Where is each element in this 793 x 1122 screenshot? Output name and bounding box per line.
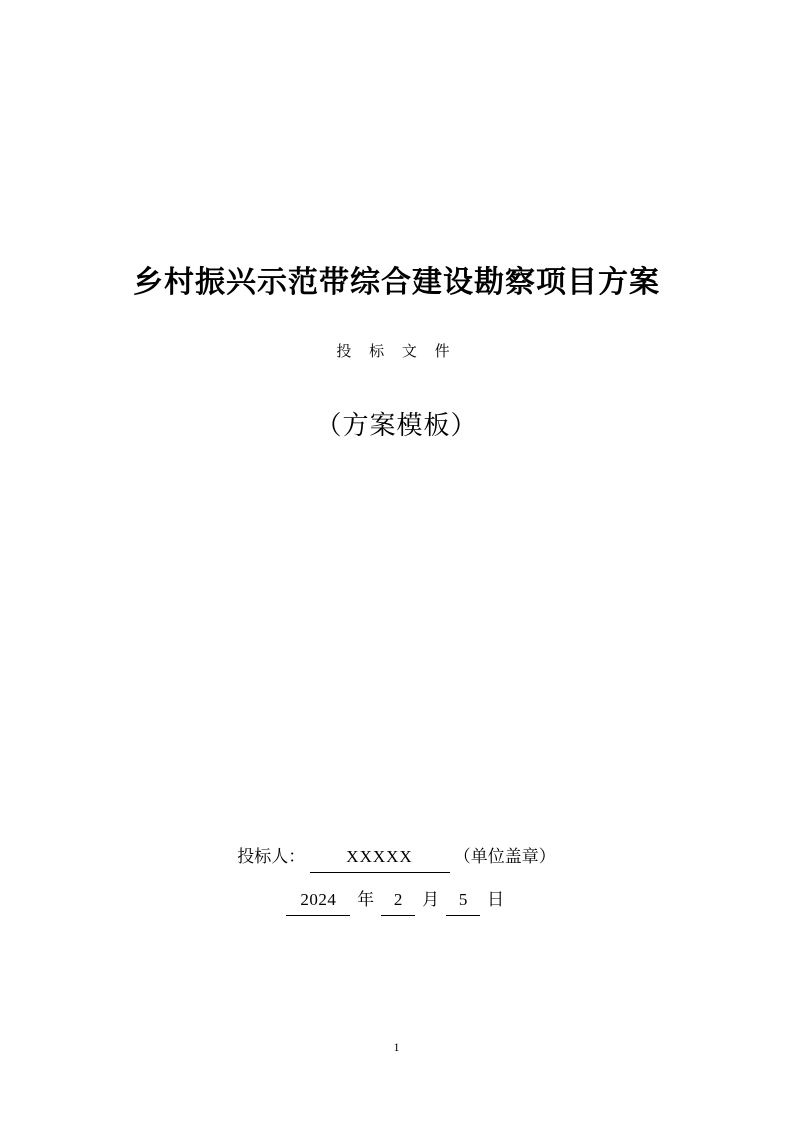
bidder-row (0, 842, 793, 873)
date-day-field[interactable]: 5 (446, 885, 480, 916)
page-number: 1 (393, 1040, 400, 1054)
footer (0, 1040, 793, 1055)
date-month-field[interactable]: 2 (381, 885, 415, 916)
document-template-label: （方案模板） (315, 411, 478, 440)
bidder-label: 投标人： (237, 847, 306, 866)
date-row (0, 873, 793, 916)
date-year-unit: 年 (357, 890, 375, 909)
page-title: 乡村振兴示范带综合建设勘察项目方案 (133, 266, 660, 299)
document-subtitle: 投 标 文 件 (336, 344, 457, 360)
title-block (0, 262, 793, 444)
date-day-unit: 日 (487, 890, 505, 909)
bidder-name-field[interactable]: XXXXX (310, 842, 450, 873)
date-year-field[interactable]: 2024 (286, 885, 350, 916)
signature-block (0, 842, 793, 916)
company-seal-note: （单位盖章） (453, 847, 556, 866)
date-month-unit: 月 (422, 890, 440, 909)
